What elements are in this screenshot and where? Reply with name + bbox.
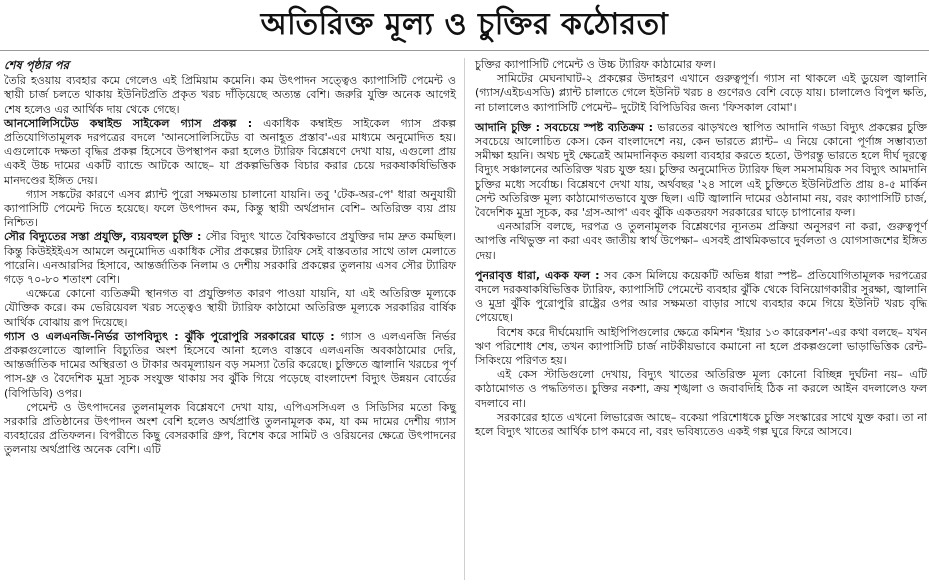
paragraph [4,330,456,401]
section-subhead: পুনরাবৃত্ত ধারা, একক ফল : [475,268,600,282]
paragraph: এক্ষেত্রে কোনো ব্যতিক্রমী স্থানগত বা প্রযুক্তিগত কারণ পাওয়া যায়নি, যা এই অতিরিক্ত মূল্যকে যৌক্তিক করে। কম ভেরিয়েবল খরচ সত্ত্বেও স্থায়ী ট্যারিফ কাঠামো অতিরিক্ত মূল্যকে সরকারির বার্ষিক আর্থিক বোঝায় রূপ দিয়েছে। [4,287,456,329]
paragraph: এই কেস স্টাডিগুলো দেখায়, বিদ্যুৎ খাতের অতিরিক্ত মূল্য কোনো বিচ্ছিন্ন দুর্ঘটনা নয়– এটি কাঠামোগত ও পদ্ধতিগত। চুক্তির নকশা, ক্রয় শৃঙ্খলা ও জবাবদিহি ঠিক না করলে আইন বদলালেও ফল বদলাবে না। [475,368,927,410]
paragraph: বিশেষ করে দীর্ঘমেয়াদি আইপিপিগুলোর ক্ষেত্রে কমিশন 'ইয়ার ১৩ কারেকশন'-এর কথা বলছে– যখন ঋণ পরিশোধ শেষ, তখন ক্যাপাসিটি চার্জ নাটকীয়ভাবে কমানো না হলে প্রকল্পগুলো ভাড়াভিত্তিক রেন্ট-সিকিংয়ে পরিণত হয়। [475,325,927,368]
paragraph [475,121,927,220]
continued-from-label: শেষ পৃষ্ঠার পর [4,58,69,72]
paragraph: সরকারের হাতে এখনো লিভারেজ আছে– বকেয়া পরিশোধকে চুক্তি সংস্কারের সাথে যুক্ত করা। তা না হলে বিদ্যুৎ খাতের আর্থিক চাপ কমবে না, বরং ভবিষ্যতেও একই গল্প ঘুরে ফিরে আসবে। [475,410,927,439]
paragraph [4,230,456,287]
paragraph: তৈরি হওয়ায় ব্যবহার কমে গেলেও এই প্রিমিয়াম কমেনি। কম উৎপাদন সত্ত্বেও ক্যাপাসিটি পেমেন্ট ও স্থায়ী চার্জ চলতে থাকায় ইউনিটপ্রতি প্রকৃত খরচ দাঁড়িয়েছে অত্যন্ত বেশি। জরুরি যুক্তি অনেক আগেই শেষ হলেও এর আর্থিক দায় থেকে গেছে। [4,74,456,116]
paragraph: পেমেন্ট ও উৎপাদনের তুলনামূলক বিশ্লেষণে দেখা যায়, এপিএসসিএল ও সিডিসির মতো কিছু সরকারি প্রতিষ্ঠানের উৎপাদন অংশ বেশি হলেও অর্থপ্রাপ্তি তুলনামূলক কম, যা কম দামের দেশীয় গ্যাস ব্যবহারের প্রতিফলন। বিপরীতে কিছু বেসরকারি গ্রুপ, বিশেষ করে সামিট ও ওরিয়নের ক্ষেত্রে উৎপাদনের তুলনায় অর্থপ্রাপ্তি অনেক বেশি। এটি [4,400,456,457]
paragraph [475,269,927,326]
column-divider [464,58,465,580]
paragraph-text: সব কেস মিলিয়ে কয়েকটি অভিন্ন ধারা স্পষ্ট– প্রতিযোগিতামূলক দরপত্রের বদলে দরকষাকষিভিত্তিক ট্যারিফ, ক্যাপাসিটি পেমেন্টে ব্যবহার ঝুঁকি থেকে বিনিয়োগকারীর সুরক্ষা, জ্বালানি ও মুদ্রা ঝুঁকি পুরোপুরি রাষ্ট্রের ওপর আর সক্ষমতা বাড়ার সাথে ব্যবহার কমে গিয়ে ইউনিট খরচ বৃদ্ধি পেয়েছে। [475,268,927,325]
section-subhead: সৌর বিদ্যুতের সস্তা প্রযুক্তি, ব্যয়বহুল চুক্তি : [4,230,202,244]
paragraph-text: ভারতের ঝাড়খণ্ডে স্থাপিত আদানি গড্ডা বিদ্যুৎ প্রকল্পের চুক্তি সবচেয়ে আলোচিত কেস। কেন বাংলাদেশে নয়, কেন ভারতে প্ল্যান্ট– এ নিয়ে কোনো পূর্ণাঙ্গ সম্ভাব্যতা সমীক্ষা হয়নি। অথচ দুই ক্ষেত্রেই আমদানিকৃত কয়লা ব্যবহার করতে হতো, উপরন্তু ভারতে হলে দীর্ঘ দূরত্বে বিদ্যুৎ সঞ্চালনের অতিরিক্ত খরচ যুক্ত হয়। চুক্তির অনুমোদিত ট্যারিফ ছিল সমসাময়িক সব বিদ্যুৎ আমদানি চুক্তির মধ্যে সর্বোচ্চ। বিশ্লেষণে দেখা যায়, অর্থবছর '২৪ সালে এই চুক্তিতে ইউনিটপ্রতি প্রায় ৪-৫ মার্কিন সেন্ট অতিরিক্ত মূল্য কাঠামোগতভাবে যুক্ত ছিল। এটি জ্বালানি দামের ওঠানামা নয়, বরং ক্যাপাসিটি চার্জ, বৈদেশিক মুদ্রা সূচক, কর 'গ্রস-আপ' এবং ঝুঁকি একতরফা সরকারের ঘাড়ে চাপানোর ফল। [475,120,927,220]
right-column [475,58,927,439]
section-subhead: আদানি চুক্তি : সবচেয়ে স্পষ্ট ব্যতিক্রম : [475,120,654,134]
paragraph: এনআরসি বলছে, দরপত্র ও তুলনামূলক বিশ্লেষণের ন্যূনতম প্রক্রিয়া অনুসরণ না করা, গুরুত্বপূর্ণ আপত্তি নথিভুক্ত না করা এবং জাতীয় স্বার্থ উপেক্ষা– এসবই প্রাথমিকভাবে দুর্বলতা ও যোগসাজশের ইঙ্গিত দেয়। [475,220,927,262]
paragraph-text: গ্যাস ও এলএনজি নির্ভর প্রকল্পগুলোতে জ্বালানি বিচ্যুতির অংশ হিসেবে আনা হলেও বাস্তবে এলএনজি অবকাঠামোর দেরি, আন্তর্জাতিক দামের অস্থিরতা ও টাকার অবমূল্যায়ন বড় সমস্যা তৈরি করেছে। চুক্তিতে জ্বালানি খরচের পূর্ণ পাস-থ্রু ও বৈদেশিক মুদ্রা সূচক সংযুক্ত থাকায় সব ঝুঁকি গিয়ে পড়েছে বাংলাদেশ বিদ্যুৎ উন্নয়ন বোর্ডের (বিপিডিবি) ওপর। [4,329,456,400]
section-subhead: গ্যাস ও এলএনজি-নির্ভর তাপবিদ্যুৎ : ঝুঁকি পুরোপুরি সরকারের ঘাড়ে : [4,329,335,343]
paragraph-text: সৌর বিদ্যুৎ খাতে বৈশ্বিকভাবে প্রযুক্তির দাম দ্রুত কমছিল। কিন্তু কিউইইইএস আমলে অনুমোদিত একাধিক সৌর প্রকল্পের ট্যারিফ সেই বাস্তবতার সাথে তাল মেলাতে পারেনি। এনআরসির হিসাবে, আন্তর্জাতিক নিলাম ও দেশীয় সরকারি প্রকল্পের তুলনায় এসব সৌর ট্যারিফ গড়ে ৭০-৮০ শতাংশ বেশি। [4,230,456,287]
paragraph: চুক্তির ক্যাপাসিটি পেমেন্ট ও উচ্চ ট্যারিফ কাঠামোর ফল। [475,58,716,71]
paragraph: সামিটের মেঘনাঘাট-২ প্রকল্পের উদাহরণ এখানে গুরুত্বপূর্ণ। গ্যাস না থাকলে এই ডুয়েল জ্বালানি (গ্যাস/এইচএসডি) প্ল্যান্ট চালাতে গেলে ইউনিট খরচ ৪ গুণেরও বেশি বেড়ে যায়। চালালেও বিপুল ক্ষতি, না চালালেও ক্যাপাসিটি পেমেন্ট– দুটোই বিপিডিবির জন্য 'ফিসকাল বোমা'। [475,72,927,114]
paragraph-text: একাধিক কম্বাইন্ড সাইকেল গ্যাস প্রকল্প প্রতিযোগিতামূলক দরপত্রের বদলে 'আনসোলিসিটেড বা অনাহূত প্রস্তাব'-এর মাধ্যমে অনুমোদিত হয়। এগুলোকে দক্ষতা বৃদ্ধির প্রকল্প হিসেবে উপস্থাপন করা হলেও ট্যারিফ বিশ্লেষণে দেখা যায়, এগুলো প্রায় একই উচ্চ দামের একটি ব্যান্ডে আটকে আছে– যা প্রকল্পভিত্তিক বিচার করার চেয়ে দরকষাকষিভিত্তিক মানদণ্ডের ইঙ্গিত দেয়। [4,116,456,187]
headline-rule [0,50,929,51]
section-subhead: আনসোলিসিটেড কম্বাইন্ড সাইকেল গ্যাস প্রকল্প : [4,116,253,130]
paragraph: গ্যাস সঙ্কটের কারণে এসব প্ল্যান্ট পুরো সক্ষমতায় চালানো যায়নি। তবু 'টেক-অর-পে' ধারা অনুযায়ী ক্যাপাসিটি পেমেন্ট দিতে হয়েছে। ফলে উৎপাদন কম, কিন্তু স্থায়ী অর্থপ্রদান বেশি– অতিরিক্ত ব্যয় প্রায় নিশ্চিত। [4,187,456,230]
article-headline: অতিরিক্ত মূল্য ও চুক্তির কঠোরতা [260,7,669,42]
paragraph [4,117,456,188]
left-column [4,58,456,458]
